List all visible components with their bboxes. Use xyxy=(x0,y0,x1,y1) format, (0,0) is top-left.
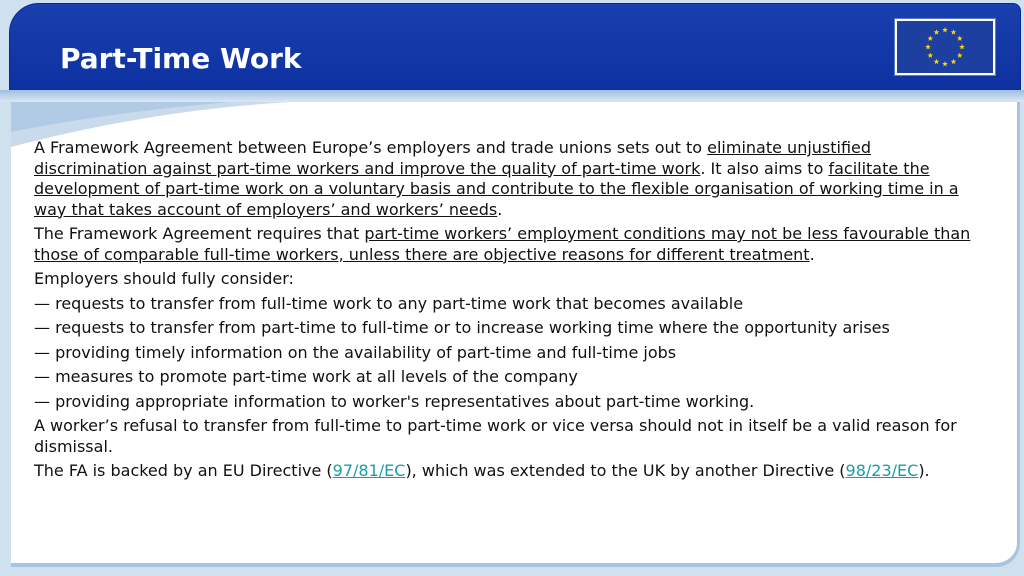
title-bar xyxy=(9,3,1021,92)
flag-star xyxy=(957,36,963,41)
flag-star xyxy=(959,44,965,49)
paragraph-employers-consider: Employers should fully consider: xyxy=(34,269,294,288)
paragraph-directive: The FA is backed by an EU Directive (97/81/EC), which was extended to the UK by another Directive (98/23/EC). xyxy=(34,461,930,480)
emphasis-employment-conditions: part-time workers’ employment conditions may not be less favourable than those of comparable full-time workers, unless there are objective reasons for different treatment xyxy=(34,224,971,264)
header-separator xyxy=(0,90,1024,102)
flag-star xyxy=(951,29,957,34)
flag-star xyxy=(957,53,963,58)
paragraph-requirements: The Framework Agreement requires that part-time workers’ employment conditions may not be less favourable than those of comparable full-time workers, unless there are objective reasons for different treatment. xyxy=(34,224,971,264)
directive-97-81-ec-link[interactable]: 97/81/EC xyxy=(332,461,406,480)
flag-star xyxy=(942,27,948,32)
directive-98-23-ec-link[interactable]: 98/23/EC xyxy=(845,461,919,480)
body-text xyxy=(34,138,974,486)
emphasis-eliminate-discrimination: eliminate unjustified discrimination against part-time workers and improve the quality of part-time work xyxy=(34,138,872,178)
paragraph-refusal: A worker’s refusal to transfer from full-time to part-time work or vice versa should not in itself be a valid reason for dismissal. xyxy=(34,416,957,456)
eu-flag-graphic xyxy=(897,21,993,73)
flag-star xyxy=(934,59,940,64)
list-item: — requests to transfer from full-time work to any part-time work that becomes available xyxy=(34,293,744,313)
flag-star xyxy=(927,36,933,41)
list-item: — measures to promote part-time work at all levels of the company xyxy=(34,367,578,386)
flag-star xyxy=(942,61,948,66)
flag-star xyxy=(925,44,931,49)
page-title: Part-Time Work xyxy=(60,42,302,75)
flag-star xyxy=(934,29,940,34)
paragraph-framework-agreement: A Framework Agreement between Europe’s employers and trade unions sets out to eliminate unjustified discrimination against part-time workers and improve the quality of part-time work. It also aims to facilitate the development of part-time work on a voluntary basis and contribute to the flexible organisation of working time in a way that takes account of employers’ and workers’ needs. xyxy=(34,138,959,219)
flag-star xyxy=(951,59,957,64)
flag-star xyxy=(927,53,933,58)
list-item: — requests to transfer from part-time to full-time or to increase working time where the opportunity arises xyxy=(34,318,890,337)
list-item: — providing timely information on the availability of part-time and full-time jobs xyxy=(34,342,677,362)
content-panel xyxy=(11,102,1020,567)
emphasis-flexible-organisation: facilitate the development of part-time work on a voluntary basis and contribute to the flexible organisation of working time in a way that takes account of employers’ and workers’ needs xyxy=(34,158,959,219)
list-item: — providing appropriate information to worker's representatives about part-time working. xyxy=(34,391,755,411)
eu-flag-icon xyxy=(895,19,995,75)
